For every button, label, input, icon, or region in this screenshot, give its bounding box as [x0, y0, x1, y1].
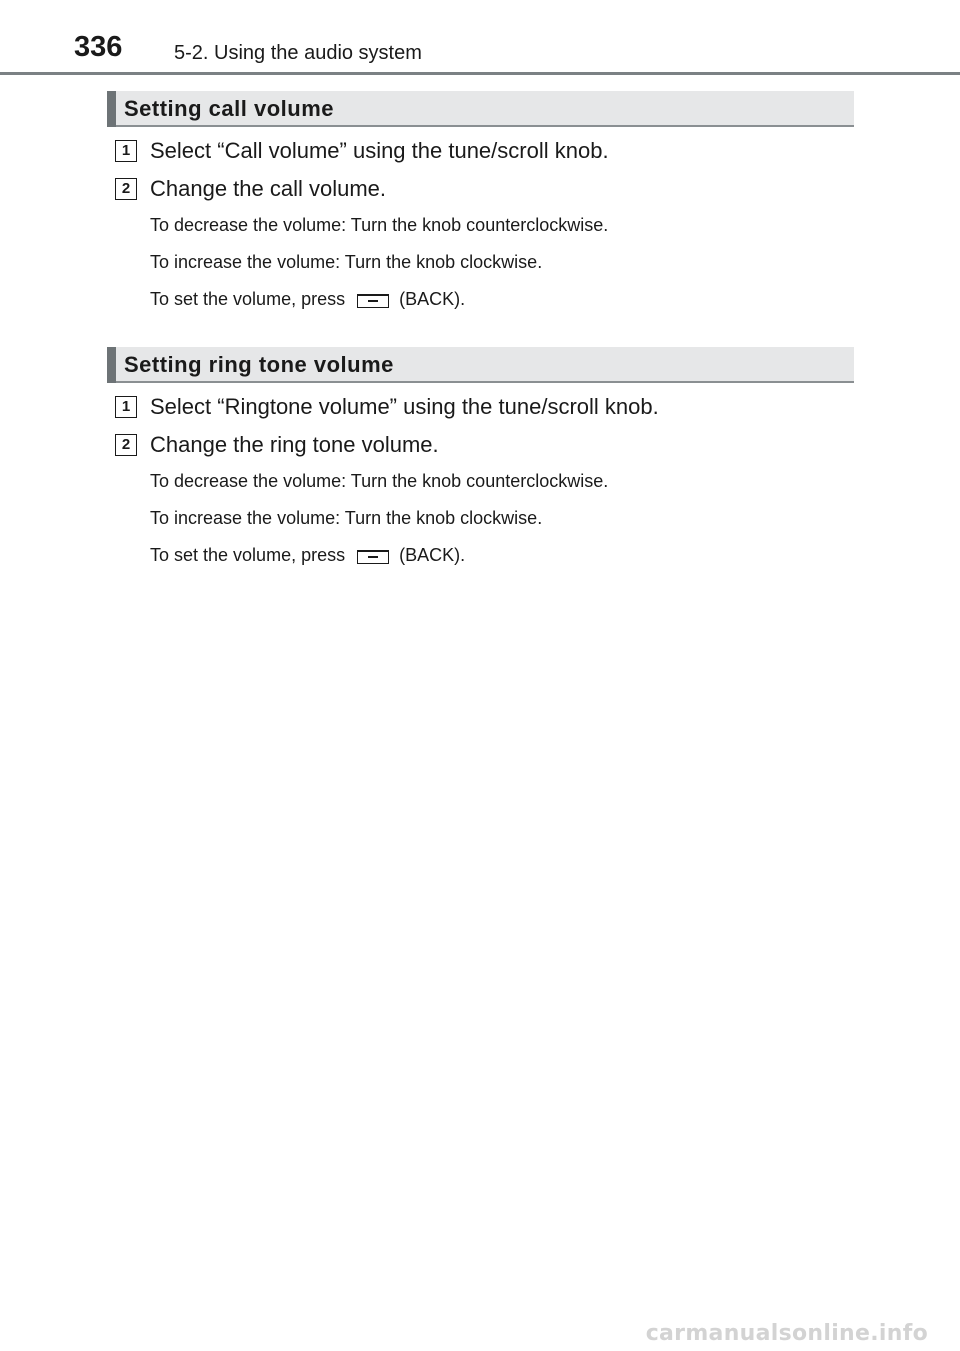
step-number-badge: 1: [115, 396, 137, 418]
step-1: [115, 137, 855, 167]
step-text: Select “Ringtone volume” using the tune/scroll knob.: [150, 394, 659, 419]
note-set-volume: [150, 544, 465, 566]
note-increase: To increase the volume: Turn the knob clockwise.: [150, 252, 543, 272]
step-2: [115, 175, 855, 205]
section-heading: [107, 91, 854, 127]
step-number-badge: 2: [115, 434, 137, 456]
back-button-icon: [357, 550, 389, 564]
step-1: [115, 393, 855, 423]
section-path: 5-2. Using the audio system: [174, 42, 422, 64]
heading-accent-bar: [107, 347, 116, 383]
back-button-icon: [357, 294, 389, 308]
note-decrease: To decrease the volume: Turn the knob counterclockwise.: [150, 215, 609, 235]
section-heading: [107, 347, 854, 383]
note-set-prefix: To set the volume, press: [150, 289, 346, 309]
note-increase: To increase the volume: Turn the knob clockwise.: [150, 508, 543, 528]
section-title: Setting call volume: [124, 96, 334, 121]
watermark-text: carmanualsonline.info: [645, 1321, 928, 1346]
section-title: Setting ring tone volume: [124, 352, 394, 377]
note-set-prefix: To set the volume, press: [150, 545, 346, 565]
watermark: [0, 1318, 960, 1350]
note-set-suffix: (BACK).: [399, 545, 466, 565]
step-number-badge: 1: [115, 140, 137, 162]
step-text: Select “Call volume” using the tune/scroll knob.: [150, 138, 609, 163]
step-text: Change the call volume.: [150, 176, 387, 201]
heading-accent-bar: [107, 91, 116, 127]
note-set-volume: [150, 288, 465, 310]
step-number-badge: 2: [115, 178, 137, 200]
page-number: 336: [74, 31, 123, 63]
note-decrease: To decrease the volume: Turn the knob counterclockwise.: [150, 471, 609, 491]
note-set-suffix: (BACK).: [399, 289, 466, 309]
step-2: [115, 431, 855, 461]
header-divider: [0, 72, 960, 75]
page-header: [0, 0, 960, 76]
step-text: Change the ring tone volume.: [150, 432, 439, 457]
